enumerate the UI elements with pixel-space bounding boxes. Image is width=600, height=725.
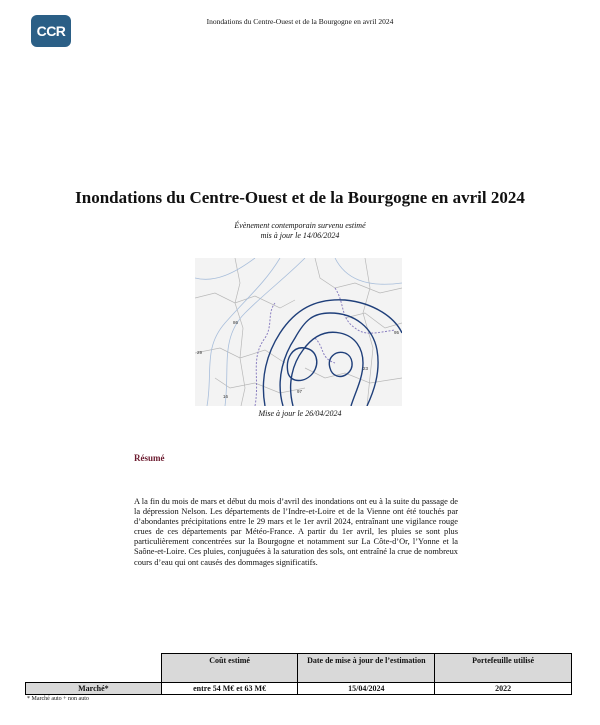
map-label-d: 97 xyxy=(297,389,303,394)
subtitle-line-2: mis à jour le 14/06/2024 xyxy=(260,231,340,240)
table-row xyxy=(26,683,572,695)
subtitle-line-1: Évènement contemporain survenu estimé xyxy=(234,221,366,230)
main-isohyets xyxy=(263,300,402,406)
table-footnote: * Marché auto + non auto xyxy=(27,696,89,702)
header-portfolio: Portefeuille utilisé xyxy=(435,654,572,683)
cell-cost: entre 54 M€ et 63 M€ xyxy=(161,683,298,695)
resume-heading: Résumé xyxy=(134,453,165,463)
rainfall-map-svg xyxy=(195,258,402,406)
table-corner-cell xyxy=(26,654,162,683)
cell-update-date: 15/04/2024 xyxy=(298,683,435,695)
cost-summary-table xyxy=(25,653,572,695)
event-subtitle xyxy=(0,221,600,241)
row-label-market: Marché* xyxy=(26,683,162,695)
map-label-c: 16 xyxy=(223,394,229,399)
map-label-a: 86 xyxy=(233,320,239,325)
map-caption: Mise à jour le 26/04/2024 xyxy=(258,409,342,418)
page-title: Inondations du Centre-Ouest et de la Bourgogne en avril 2024 xyxy=(75,188,525,207)
cell-portfolio: 2022 xyxy=(435,683,572,695)
header-cost: Coût estimé xyxy=(161,654,298,683)
map-label-f: 95 xyxy=(394,330,400,335)
rainfall-map xyxy=(195,258,402,406)
page-header-title: Inondations du Centre-Ouest et de la Bourgogne en avril 2024 xyxy=(206,17,394,26)
logo-text: CCR xyxy=(36,23,66,39)
header-update-date: Date de mise à jour de l’estimation xyxy=(298,654,435,683)
map-label-e: 23 xyxy=(363,366,369,371)
map-label-b: 29 xyxy=(197,350,203,355)
summary-paragraph: A la fin du mois de mars et début du mois d’avril des inondations ont eu à la suite du passage de la dépression Nelson. Les départements de l’Indre-et-Loire et de la Vienne ont été touchés par d’abondantes précipitations entre le 29 mars et le 1er avril 2024, entraînant une vigilance rouge crues de ces départements par Météo-France. A partir du 1er avril, les pluies se sont plus particulièrement concentrées sur la Bourgogne et notamment sur La Côte-d’Or, l’Yonne et la Saône-et-Loire. Ces pluies, conjuguées à la saturation des sols, ont entraîné la crue de nombreux cours d’eau qui ont causés des dommages significatifs. xyxy=(134,497,458,567)
table-header-row xyxy=(26,654,572,683)
